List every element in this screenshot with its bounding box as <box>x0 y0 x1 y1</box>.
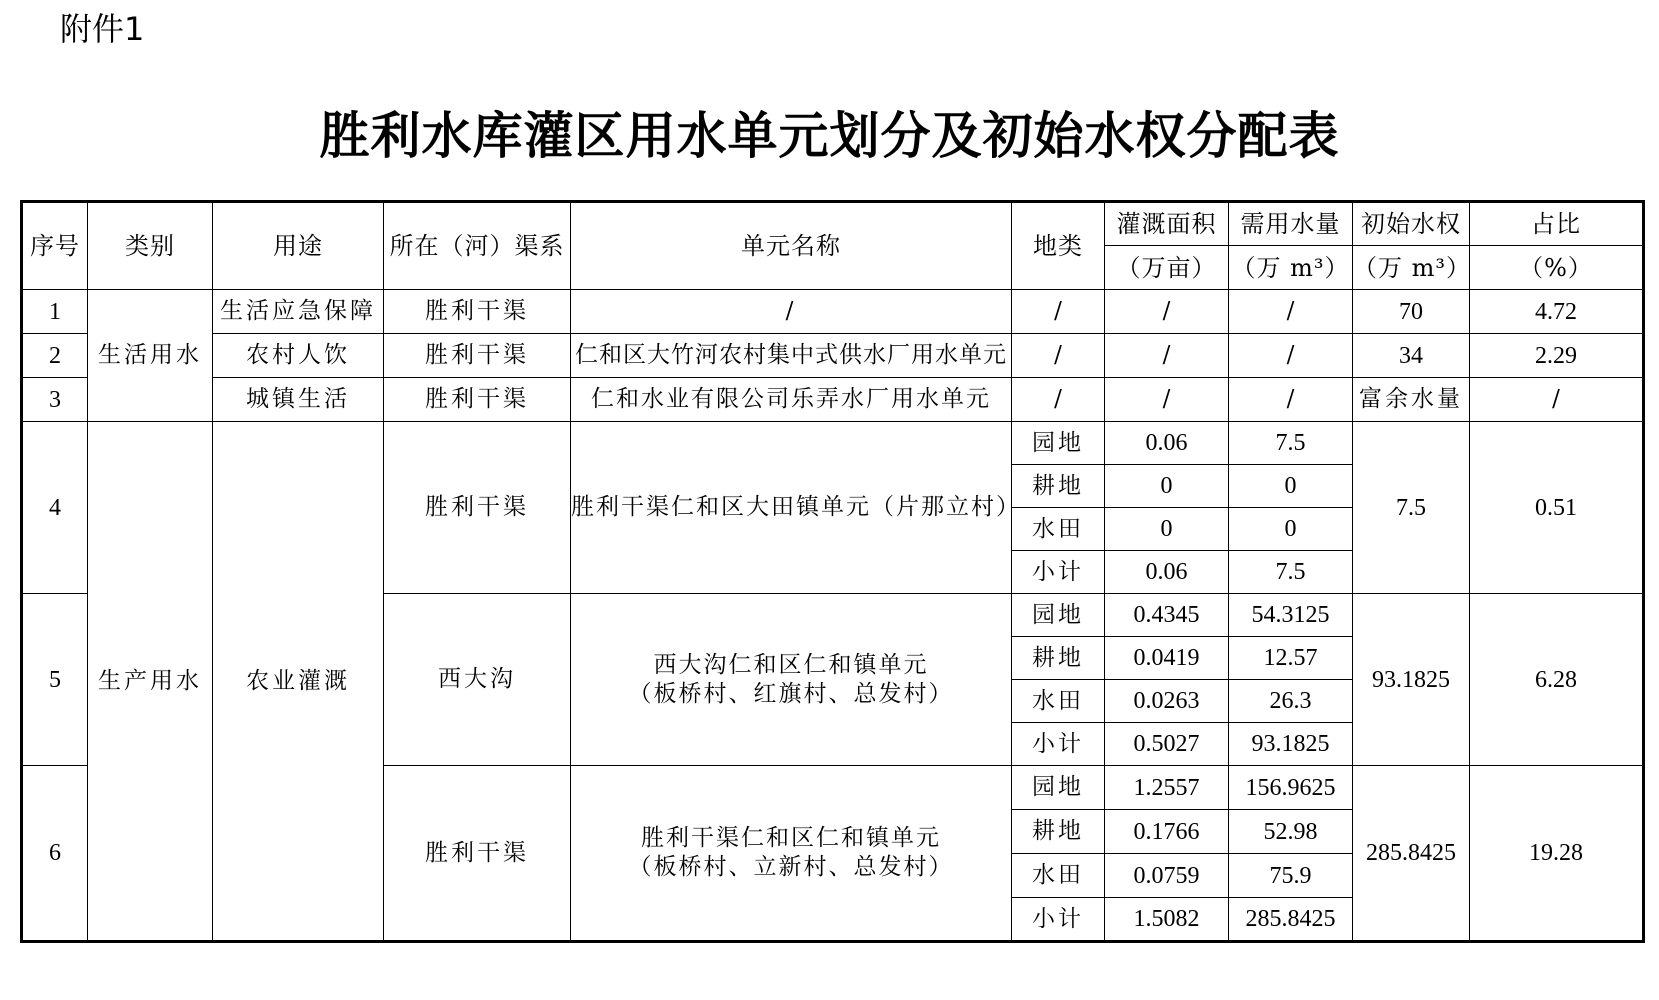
channel-cell: 胜利干渠 <box>384 378 571 422</box>
unit-name-line2: （板桥村、红旗村、总发村） <box>628 680 954 707</box>
area-cell: 0.5027 <box>1105 723 1229 766</box>
area-cell: 1.5082 <box>1105 898 1229 942</box>
category-cell: 生活用水 <box>88 290 213 422</box>
area-cell: 0.1766 <box>1105 810 1229 854</box>
unit-cell: 仁和区大竹河农村集中式供水厂用水单元 <box>571 334 1012 378</box>
demand-cell: 52.98 <box>1229 810 1353 854</box>
land-cell: 水田 <box>1012 854 1105 898</box>
demand-cell: / <box>1229 290 1353 334</box>
land-cell: 耕地 <box>1012 465 1105 508</box>
area-cell: 0.0759 <box>1105 854 1229 898</box>
usage-cell: 农村人饮 <box>213 334 384 378</box>
channel-cell: 西大沟 <box>384 594 571 766</box>
seq-cell: 5 <box>22 594 88 766</box>
ratio-cell: 19.28 <box>1470 766 1644 942</box>
ratio-cell: 0.51 <box>1470 422 1644 594</box>
channel-cell: 胜利干渠 <box>384 422 571 594</box>
attachment-label: 附件1 <box>60 10 145 48</box>
unit-cell <box>571 422 1021 594</box>
header-usage: 用途 <box>213 202 384 290</box>
header-land-type: 地类 <box>1012 202 1105 290</box>
unit-name-line2: （板桥村、立新村、总发村） <box>628 854 954 880</box>
table-row <box>22 334 1644 378</box>
water-rights-table <box>20 200 1645 943</box>
seq-cell: 6 <box>22 766 88 942</box>
channel-cell: 胜利干渠 <box>384 290 571 334</box>
area-cell: 0 <box>1105 465 1229 508</box>
land-cell: 水田 <box>1012 680 1105 723</box>
category-cell: 生产用水 <box>88 422 213 942</box>
land-cell: 园地 <box>1012 594 1105 637</box>
land-cell: 园地 <box>1012 422 1105 465</box>
area-cell: 0.0263 <box>1105 680 1229 723</box>
header-ratio: 占比 <box>1470 202 1644 246</box>
right-cell: 285.8425 <box>1353 766 1470 942</box>
area-cell: 0.06 <box>1105 551 1229 594</box>
land-cell: 小计 <box>1012 898 1105 942</box>
right-cell: 7.5 <box>1353 422 1470 594</box>
table-row <box>22 378 1644 422</box>
area-cell: 0.0419 <box>1105 637 1229 680</box>
header-category: 类别 <box>88 202 213 290</box>
demand-cell: 7.5 <box>1229 551 1353 594</box>
unit-cell: / <box>571 290 1012 334</box>
header-seq: 序号 <box>22 202 88 290</box>
header-channel: 所在（河）渠系 <box>384 202 571 290</box>
header-init-right-unit: （万 m³） <box>1353 246 1470 290</box>
area-cell: 0 <box>1105 508 1229 551</box>
header-irr-area-unit: （万亩） <box>1105 246 1229 290</box>
area-cell: 1.2557 <box>1105 766 1229 810</box>
demand-cell: 156.9625 <box>1229 766 1353 810</box>
demand-cell: 54.3125 <box>1229 594 1353 637</box>
demand-cell: / <box>1229 334 1353 378</box>
land-cell: 园地 <box>1012 766 1105 810</box>
land-cell: / <box>1012 290 1105 334</box>
table-row <box>22 290 1644 334</box>
area-cell: / <box>1105 378 1229 422</box>
right-cell: 34 <box>1353 334 1470 378</box>
header-ratio-unit: （%） <box>1470 246 1644 290</box>
header-init-right: 初始水权 <box>1353 202 1470 246</box>
land-cell: / <box>1012 378 1105 422</box>
seq-cell: 1 <box>22 290 88 334</box>
seq-cell: 3 <box>22 378 88 422</box>
ratio-cell: 2.29 <box>1470 334 1644 378</box>
header-demand-unit: （万 m³） <box>1229 246 1353 290</box>
header-irr-area: 灌溉面积 <box>1105 202 1229 246</box>
seq-cell: 4 <box>22 422 88 594</box>
right-cell: 93.1825 <box>1353 594 1470 766</box>
header-unit-name: 单元名称 <box>571 202 1012 290</box>
demand-cell: 7.5 <box>1229 422 1353 465</box>
area-cell: / <box>1105 334 1229 378</box>
usage-cell: 生活应急保障 <box>213 290 384 334</box>
area-cell: 0.06 <box>1105 422 1229 465</box>
ratio-cell: / <box>1470 378 1644 422</box>
demand-cell: 285.8425 <box>1229 898 1353 942</box>
demand-cell: / <box>1229 378 1353 422</box>
land-cell: 耕地 <box>1012 637 1105 680</box>
usage-cell: 农业灌溉 <box>213 422 384 942</box>
demand-cell: 75.9 <box>1229 854 1353 898</box>
unit-cell <box>571 766 1012 942</box>
land-cell: 水田 <box>1012 508 1105 551</box>
right-cell: 富余水量 <box>1353 378 1470 422</box>
demand-cell: 0 <box>1229 465 1353 508</box>
land-cell: 小计 <box>1012 723 1105 766</box>
usage-cell: 城镇生活 <box>213 378 384 422</box>
area-cell: 0.4345 <box>1105 594 1229 637</box>
land-cell: 小计 <box>1012 551 1105 594</box>
seq-cell: 2 <box>22 334 88 378</box>
ratio-cell: 6.28 <box>1470 594 1644 766</box>
header-demand: 需用水量 <box>1229 202 1353 246</box>
right-cell: 70 <box>1353 290 1470 334</box>
demand-cell: 93.1825 <box>1229 723 1353 766</box>
table-row <box>22 422 1644 465</box>
area-cell: / <box>1105 290 1229 334</box>
unit-cell <box>571 594 1012 766</box>
channel-cell: 胜利干渠 <box>384 766 571 942</box>
land-cell: / <box>1012 334 1105 378</box>
ratio-cell: 4.72 <box>1470 290 1644 334</box>
unit-name-line1: 西大沟仁和区仁和镇单元 <box>653 651 929 678</box>
document-title: 胜利水库灌区用水单元划分及初始水权分配表 <box>319 107 1340 165</box>
unit-name-line1: 胜利干渠仁和区仁和镇单元 <box>641 825 941 852</box>
channel-cell: 胜利干渠 <box>384 334 571 378</box>
unit-cell: 仁和水业有限公司乐弄水厂用水单元 <box>571 378 1012 422</box>
demand-cell: 26.3 <box>1229 680 1353 723</box>
demand-cell: 12.57 <box>1229 637 1353 680</box>
demand-cell: 0 <box>1229 508 1353 551</box>
land-cell: 耕地 <box>1012 810 1105 854</box>
unit-name-line1: 胜利干渠仁和区大田镇单元（片那立村） <box>571 494 1021 521</box>
